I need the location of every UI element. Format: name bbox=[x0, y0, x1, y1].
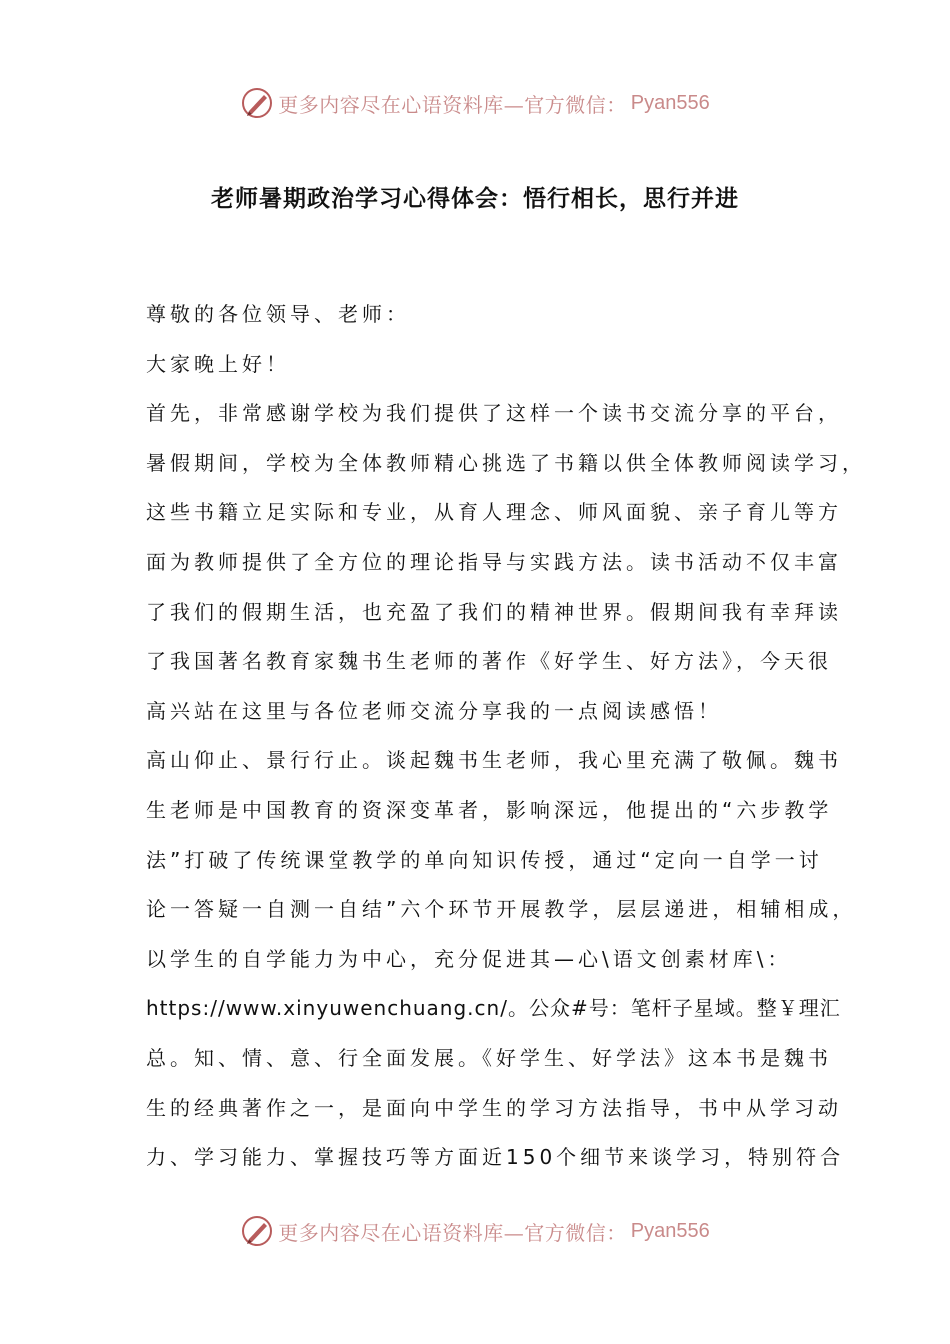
text-line: 力、学习能力、掌握技巧等方面近150个细节来谈学习，特别符合 bbox=[146, 1145, 845, 1170]
text-line: 暑假期间，学校为全体教师精心挑选了书籍以供全体教师阅读学习， bbox=[146, 450, 866, 475]
watermark-handle: Pyan556 bbox=[630, 91, 710, 114]
text-line: 尊敬的各位领导、老师： bbox=[146, 302, 410, 326]
watermark-text: 更多内容尽在心语资料库—官方微信： bbox=[278, 92, 627, 117]
text-line: 生的经典著作之一，是面向中学生的学习方法指导，书中从学习动 bbox=[146, 1095, 842, 1120]
pen-logo-icon bbox=[240, 1214, 274, 1248]
text-line: 总。知、情、意、行全面发展。《好学生、好学法》这本书是魏书 bbox=[146, 1045, 832, 1070]
text-line: 首先，非常感谢学校为我们提供了这样一个读书交流分享的平台， bbox=[146, 401, 842, 426]
footer-watermark bbox=[0, 1211, 950, 1251]
text-line: 高兴站在这里与各位老师交流分享我的一点阅读感悟！ bbox=[146, 698, 722, 723]
document-body bbox=[146, 290, 866, 1183]
pen-logo-icon bbox=[240, 86, 274, 120]
header-watermark bbox=[0, 83, 950, 123]
text-line: 论一答疑一自测一自结”六个环节开展教学，层层递进，相辅相成， bbox=[146, 897, 857, 922]
text-line: 生老师是中国教育的资深变革者，影响深远，他提出的“六步教学 bbox=[146, 797, 833, 822]
text-line: 法”打破了传统课堂教学的单向知识传授，通过“定向一自学一讨 bbox=[146, 847, 823, 872]
text-line: 以学生的自学能力为中心，充分促进其—心\语文创素材库\： bbox=[146, 946, 792, 971]
text-line: 了我国著名教育家魏书生老师的著作《好学生、好方法》，今天很 bbox=[146, 649, 832, 674]
text-line: 面为教师提供了全方位的理论指导与实践方法。读书活动不仅丰富 bbox=[146, 549, 842, 574]
watermark-text: 更多内容尽在心语资料库—官方微信： bbox=[278, 1220, 627, 1245]
document-title: 老师暑期政治学习心得体会：悟行相长，思行并进 bbox=[211, 186, 739, 212]
watermark-handle: Pyan556 bbox=[630, 1219, 710, 1242]
text-line-url: https://www.xinyuwenchuang.cn/。公众#号：笔杆子星域。整￥理汇 bbox=[146, 996, 841, 1021]
text-line: 高山仰止、景行行止。谈起魏书生老师，我心里充满了敬佩。魏书 bbox=[146, 748, 842, 773]
text-line: 了我们的假期生活，也充盈了我们的精神世界。假期间我有幸拜读 bbox=[146, 599, 842, 624]
text-line: 这些书籍立足实际和专业，从育人理念、师风面貌、亲子育儿等方 bbox=[146, 500, 842, 525]
text-line: 大家晚上好！ bbox=[146, 351, 290, 376]
